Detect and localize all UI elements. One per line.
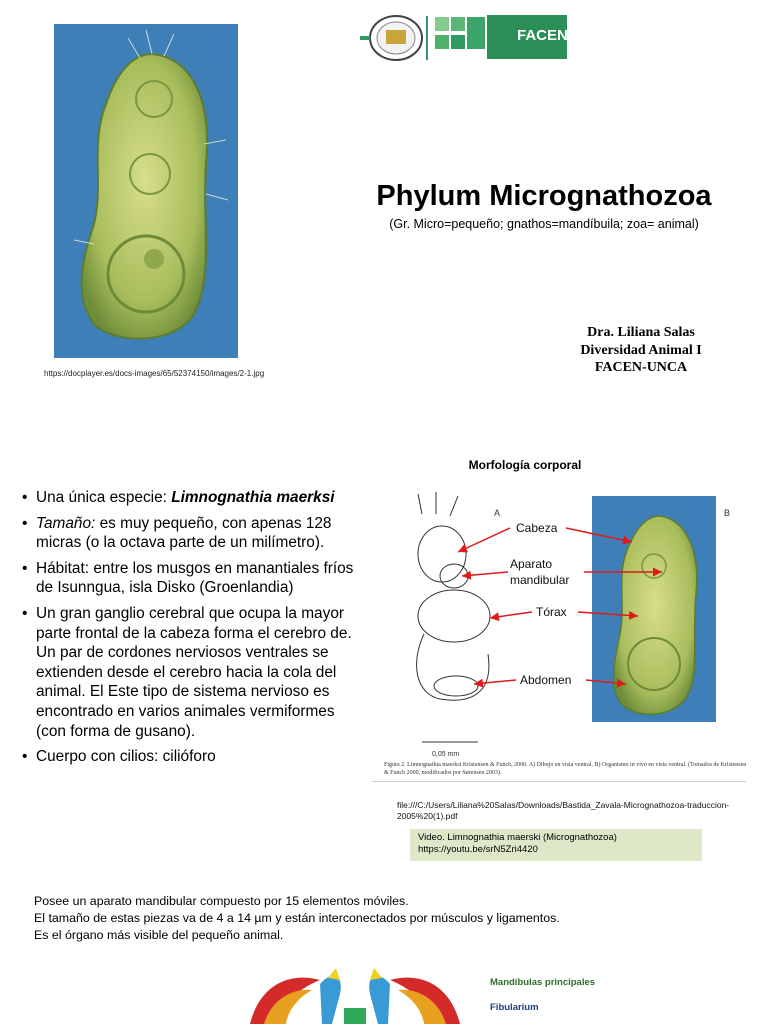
university-seal-logo xyxy=(356,14,424,62)
bullet-item: • Tamaño: es muy pequeño, con apenas 128 micras (o la octava parte de un milímetro). xyxy=(22,514,356,553)
video-title: Video. Limnognathia maerski (Micrognathozoa) xyxy=(418,832,617,843)
organism-photo xyxy=(54,24,238,358)
author-name: Dra. Liliana Salas xyxy=(587,325,695,340)
bullet-item: • Un gran ganglio cerebral que ocupa la mayor parte frontal de la cabeza forma el cerebro de. Un par de cordones nerviosos ventrales se extienden desde el cerebro hacia la cola del animal. El Este tipo de sistema nervioso es encontrado en varios animales vermiformes (con forma de gusano). xyxy=(22,604,356,741)
label-mandibular: mandibular xyxy=(510,573,570,587)
logo-separator xyxy=(426,16,428,60)
morphology-figure xyxy=(370,484,750,782)
species-name: Limnognathia maerksi xyxy=(171,489,335,506)
bullet-item: • Cuerpo con cilios: cilióforo xyxy=(22,747,356,767)
institution: FACEN-UNCA xyxy=(594,360,688,375)
drawing-a xyxy=(417,492,490,700)
paragraph-line: El tamaño de estas piezas va de 4 a 14 µm y están interconectados por músculos y ligamentos. xyxy=(34,911,560,925)
mandible-illustration xyxy=(240,964,470,1024)
figure-title: Morfología corporal xyxy=(468,458,582,472)
legend-main-mandibles: Mandíbulas principales xyxy=(490,977,596,988)
figure-caption: Figura 2. Limnognathia maerksi Kristensen & Funch, 2000. A) Dibujo en vista ventral. B) Organismo in vivo en vista ventral. (Tomados de Kristensen & Funch 2000, modificados por Sørensen 2003). xyxy=(384,762,747,776)
scale-label: 0,05 mm xyxy=(432,751,460,758)
paragraph-line: Es el órgano más visible del pequeño animal. xyxy=(34,928,284,942)
facen-logo-text: FACEN xyxy=(517,27,568,44)
legend-fibularium: Fibularium xyxy=(490,1002,539,1013)
mandible-description xyxy=(34,893,734,944)
panel-b-label: B xyxy=(724,508,731,518)
bullet-item: • Una única especie: Limnognathia maerksi xyxy=(22,488,356,508)
page-subtitle: (Gr. Micro=pequeño; gnathos=mandíbuila; zoa= animal) xyxy=(389,217,699,231)
label-aparato: Aparato xyxy=(510,557,553,571)
paragraph-line: Posee un aparato mandibular compuesto por 15 elementos móviles. xyxy=(34,894,409,908)
video-link[interactable]: https://youtu.be/srN5Zri4420 xyxy=(418,844,538,855)
author-block xyxy=(556,324,726,377)
page-title: Phylum Micrognathozoa xyxy=(376,180,712,212)
facen-logo xyxy=(433,15,568,61)
figure-divider xyxy=(372,781,746,782)
course-name: Diversidad Animal I xyxy=(580,342,702,358)
label-cabeza: Cabeza xyxy=(516,521,558,535)
bullet-list xyxy=(22,488,356,773)
photo-source-url[interactable]: https://docplayer.es/docs-images/65/52374150/images/2-1.jpg xyxy=(44,369,265,378)
label-torax: Tórax xyxy=(536,605,567,619)
bullet-item: • Hábitat: entre los musgos en manantiales fríos de Isunngua, isla Disko (Groenlandia) xyxy=(22,559,356,598)
video-reference xyxy=(410,829,702,861)
label-abdomen: Abdomen xyxy=(520,673,572,687)
panel-a-label: A xyxy=(494,508,501,518)
file-reference-link[interactable]: file:///C:/Users/Liliana%20Salas/Downloads/Bastida_Zavala-Micrognathozoa-traduccion-2005%20(1).pdf xyxy=(397,800,730,821)
